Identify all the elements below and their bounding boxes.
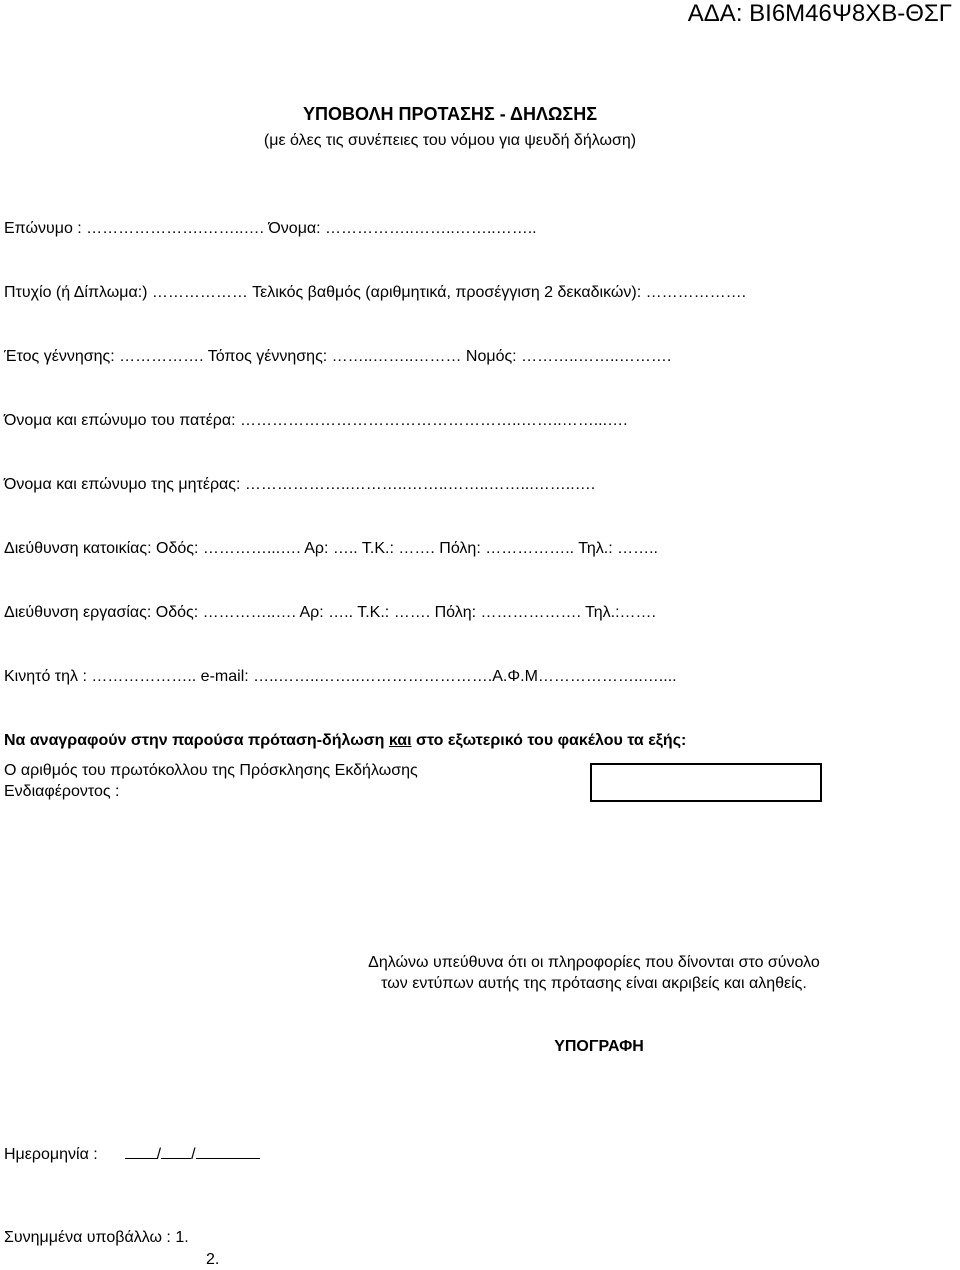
notice-before: Να αναγραφούν στην παρούσα πρόταση-δήλωση — [4, 732, 389, 749]
birth-field[interactable]: Έτος γέννησης: ……………. Τόπος γέννησης: ……..……..……… Νομός: ………..……..………. — [4, 348, 672, 365]
date-year-blank[interactable] — [196, 1144, 260, 1159]
attachments-label: Συνημμένα υποβάλλω : — [4, 1229, 171, 1246]
protocol-number-box[interactable] — [590, 763, 822, 802]
date-row — [4, 1144, 260, 1165]
mobile-email-field[interactable]: Κινητό τηλ : ……………….. e-mail: …..……..……..…………………….Α.Φ.Μ………………..….... — [4, 668, 677, 685]
attachment-item-1: 1. — [175, 1229, 189, 1246]
attachment-item-2: 2. — [206, 1251, 220, 1268]
mother-name-field[interactable]: Όνομα και επώνυμο της μητέρας: ………………..………..……..……..……...……..…. — [4, 476, 596, 493]
form-subtitle: (με όλες τις συνέπειες του νόμου για ψευδή δήλωση) — [263, 132, 637, 149]
declaration-line2: των εντύπων αυτής της πρότασης είναι ακριβείς και αληθείς. — [381, 975, 807, 992]
date-label: Ημερομηνία : — [4, 1146, 98, 1163]
protocol-label-line2: Ενδιαφέροντος : — [4, 783, 120, 800]
surname-name-field[interactable]: Επώνυμο : ………………….……..…. Όνομα: ……………..……..……..…….. — [4, 220, 537, 237]
notice-underlined: και — [388, 732, 412, 749]
home-address-field[interactable]: Διεύθυνση κατοικίας: Οδός: …………...…. Αρ: ….. Τ.Κ.: ……. Πόλη: …………….. Τηλ.: …….. — [4, 540, 658, 557]
work-address-field[interactable]: Διεύθυνση εργασίας: Οδός: …………..…. Αρ: ….. Τ.Κ.: ……. Πόλη: ………………. Τηλ.:……. — [4, 604, 656, 621]
protocol-label-line1: Ο αριθμός του πρωτόκολλου της Πρόσκλησης Εκδήλωσης — [4, 762, 418, 779]
father-name-field[interactable]: Όνομα και επώνυμο του πατέρα: ……………………………………………..……..……...…. — [4, 412, 628, 429]
date-month-blank[interactable] — [161, 1144, 191, 1159]
signature-label: ΥΠΟΓΡΑΦΗ — [554, 1038, 644, 1055]
degree-field[interactable]: Πτυχίο (ή Δίπλωμα:) ……………… Τελικός βαθμός (αριθμητικά, προσέγγιση 2 δεκαδικών): ………………. — [4, 284, 747, 301]
notice-text — [4, 731, 686, 751]
date-slash-2: / — [191, 1146, 196, 1163]
date-slash-1: / — [156, 1146, 162, 1163]
ada-code: ΑΔΑ: ΒΙ6Μ46Ψ8ΧΒ-ΘΣΓ — [687, 0, 952, 27]
form-title: ΥΠΟΒΟΛΗ ΠΡΟΤΑΣΗΣ - ΔΗΛΩΣΗΣ — [302, 104, 598, 124]
date-day-blank[interactable] — [125, 1144, 157, 1159]
attachments-row — [4, 1228, 189, 1248]
declaration-line1: Δηλώνω υπεύθυνα ότι οι πληροφορίες που δίνονται στο σύνολο — [368, 954, 820, 971]
notice-after: στο εξωτερικό του φακέλου τα εξής: — [411, 732, 687, 749]
